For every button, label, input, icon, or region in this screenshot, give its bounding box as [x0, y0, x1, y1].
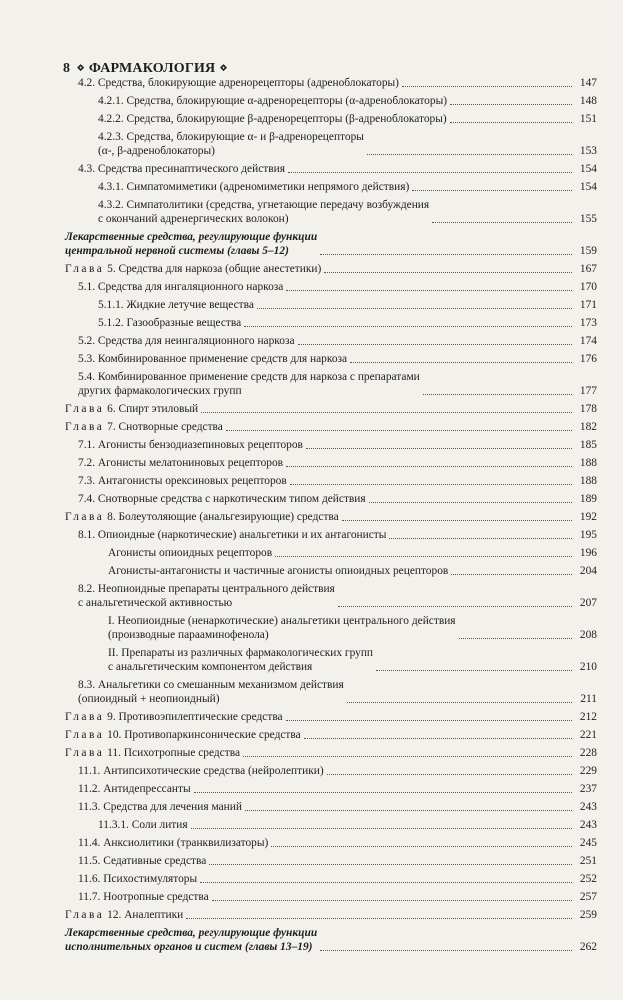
toc-entry-title — [78, 352, 347, 366]
toc-entry-title — [65, 510, 339, 524]
toc-entry-title — [65, 908, 183, 922]
dot-leader — [459, 638, 572, 639]
toc-entry-title — [98, 180, 409, 194]
toc-entry — [0, 370, 623, 398]
dot-leader — [290, 484, 572, 485]
toc-entry-title — [78, 492, 366, 506]
toc-page-number: 174 — [579, 335, 597, 347]
toc-page-number: 259 — [579, 909, 597, 921]
toc-entry-line — [78, 528, 386, 542]
toc-page-number: 208 — [579, 629, 597, 641]
toc-page-number: 211 — [580, 693, 597, 705]
toc-entry — [0, 764, 623, 778]
toc-entry-title — [65, 402, 198, 416]
toc-entry-title — [78, 678, 344, 706]
dot-leader — [347, 702, 572, 703]
toc-page-number: 188 — [579, 457, 597, 469]
dot-leader — [286, 290, 572, 291]
toc-page-number: 173 — [579, 317, 597, 329]
toc-page-number: 171 — [579, 299, 597, 311]
toc-line-text: с анальгетической активностью — [78, 597, 233, 609]
toc-entry — [0, 76, 623, 90]
toc-entry-line — [98, 818, 188, 832]
dot-leader — [423, 394, 572, 395]
dot-leader — [450, 122, 572, 123]
toc-entry-title — [65, 926, 317, 954]
toc-line-text: 4.3. Средства пресинаптического действия — [78, 163, 285, 175]
toc-entry-line — [65, 420, 223, 434]
toc-entry — [0, 130, 623, 158]
toc-entry-line — [65, 908, 183, 922]
dot-leader — [338, 606, 572, 607]
toc-line-text: исполнительных органов и систем (главы 13–19) — [65, 941, 313, 953]
toc-page-number: 243 — [579, 801, 597, 813]
toc-line-text: Лекарственные средства, регулирующие функции — [65, 927, 318, 939]
toc-entry-title — [78, 370, 420, 398]
toc-entry-title — [78, 528, 386, 542]
toc-entry — [0, 456, 623, 470]
toc-entry-title — [78, 76, 399, 90]
toc-line-text: Агонисты опиоидных рецепторов — [108, 547, 273, 559]
dot-leader — [286, 720, 572, 721]
toc-entry-line — [78, 678, 344, 692]
toc-page-number: 155 — [579, 213, 597, 225]
dot-leader — [369, 502, 572, 503]
dot-leader — [286, 466, 572, 467]
toc-entry — [0, 872, 623, 886]
dot-leader — [402, 86, 572, 87]
page-number: 8 — [63, 61, 71, 76]
toc-page-number: 196 — [579, 547, 597, 559]
dot-leader — [389, 538, 572, 539]
toc-line-text: центральной нервной системы (главы 5–12) — [65, 245, 289, 257]
toc-entry-title — [78, 438, 303, 452]
toc-line-text: 5.1. Средства для ингаляционного наркоза — [78, 281, 284, 293]
toc-entry-title — [65, 230, 317, 258]
toc-line-text: 12. Аналептики — [107, 909, 184, 921]
dot-leader — [306, 448, 572, 449]
toc-line-text: 5.2. Средства для неингаляционного наркоза — [78, 335, 295, 347]
toc-entry-title — [108, 564, 448, 578]
dot-leader — [342, 520, 572, 521]
dot-leader — [212, 900, 572, 901]
toc-line-text: 4.2.1. Средства, блокирующие α-адренорецепторы (α-адреноблокаторы) — [98, 95, 448, 107]
toc-entry-title — [65, 420, 223, 434]
toc-entry-title — [78, 582, 335, 610]
chapter-word: Глава — [65, 263, 105, 275]
toc-entry-title — [78, 474, 287, 488]
toc-chapter-entry — [0, 908, 623, 922]
toc-entry-title — [78, 280, 283, 294]
toc-line-text: 11.6. Психостимуляторы — [78, 873, 198, 885]
toc-entry-line — [78, 596, 335, 610]
toc-line-text: 5.1.2. Газообразные вещества — [98, 317, 242, 329]
dot-leader — [304, 738, 572, 739]
toc-entry-line — [108, 546, 272, 560]
toc-entry-line — [78, 582, 335, 596]
toc-entry-line — [98, 298, 254, 312]
toc-line-text: 8.3. Анальгетики со смешанным механизмом действия — [78, 679, 344, 691]
toc-entry-line — [65, 402, 198, 416]
toc-section-entry — [0, 230, 623, 258]
toc-entry-line — [78, 438, 303, 452]
toc-entry-line — [98, 212, 429, 226]
toc-page-number: 154 — [579, 163, 597, 175]
toc-entry-line — [65, 940, 317, 954]
toc-page-number: 207 — [579, 597, 597, 609]
toc-line-text: 8. Болеутоляющие (анальгезирующие) средства — [107, 511, 339, 523]
toc-page-number: 148 — [579, 95, 597, 107]
toc-page-number: 182 — [579, 421, 597, 433]
toc-entry-title — [78, 872, 197, 886]
toc-page-number: 204 — [579, 565, 597, 577]
toc-page-number: 243 — [579, 819, 597, 831]
toc-entry-title — [65, 262, 321, 276]
dot-leader — [298, 344, 572, 345]
toc-entry-line — [78, 162, 285, 176]
toc-entry-title — [78, 456, 283, 470]
toc-entry-title — [98, 94, 447, 108]
toc-line-text: с анальгетическим компонентом действия — [108, 661, 313, 673]
toc-entry-line — [65, 510, 339, 524]
toc-entry-line — [98, 144, 364, 158]
toc-chapter-entry — [0, 510, 623, 524]
toc-line-text: 5. Средства для наркоза (общие анестетики) — [107, 263, 322, 275]
dot-leader — [194, 792, 572, 793]
toc-line-text: 11.7. Ноотропные средства — [78, 891, 209, 903]
toc-page-number: 229 — [579, 765, 597, 777]
toc-chapter-entry — [0, 420, 623, 434]
dot-leader — [257, 308, 572, 309]
toc-entry — [0, 180, 623, 194]
toc-page-number: 167 — [579, 263, 597, 275]
toc-page-number: 228 — [579, 747, 597, 759]
toc-entry-line — [78, 492, 366, 506]
toc-line-text: (α-, β-адреноблокаторы) — [98, 145, 215, 157]
toc-entry-title — [65, 746, 240, 760]
toc-line-text: 7.4. Снотворные средства с наркотическим типом действия — [78, 493, 366, 505]
dot-leader — [320, 254, 572, 255]
chapter-word: Глава — [65, 511, 105, 523]
toc-entry-line — [78, 370, 420, 384]
toc-entry-line — [78, 764, 324, 778]
toc-line-text: 11.2. Антидепрессанты — [78, 783, 191, 795]
toc-page-number: 151 — [579, 113, 597, 125]
toc-page-number: 257 — [579, 891, 597, 903]
toc-entry-line — [78, 800, 242, 814]
toc-page-number: 185 — [579, 439, 597, 451]
toc-entry — [0, 800, 623, 814]
toc-line-text: II. Препараты из различных фармакологических групп — [108, 647, 374, 659]
toc-page-number: 195 — [579, 529, 597, 541]
toc-entry-line — [78, 474, 287, 488]
chapter-word: Глава — [65, 747, 105, 759]
toc-entry-title — [78, 854, 206, 868]
toc-page-number: 177 — [579, 385, 597, 397]
toc-page-number: 188 — [579, 475, 597, 487]
toc-entry-title — [98, 130, 364, 158]
dot-leader — [271, 846, 572, 847]
dot-leader — [209, 864, 572, 865]
dot-leader — [327, 774, 572, 775]
toc-entry-title — [108, 546, 272, 560]
toc-chapter-entry — [0, 402, 623, 416]
chapter-word: Глава — [65, 421, 105, 433]
toc-entry-line — [65, 728, 301, 742]
toc-chapter-entry — [0, 746, 623, 760]
ornament-left: ⋄ — [76, 61, 89, 76]
toc-page-number: 159 — [579, 245, 597, 257]
chapter-word: Глава — [65, 403, 105, 415]
toc-line-text: 10. Противопаркинсонические средства — [107, 729, 301, 741]
dot-leader — [432, 222, 572, 223]
toc-entry — [0, 582, 623, 610]
toc-entry-title — [98, 818, 188, 832]
toc-entry-title — [65, 710, 283, 724]
toc-entry — [0, 614, 623, 642]
toc-line-text: 11.1. Антипсихотические средства (нейролептики) — [78, 765, 324, 777]
toc-entry — [0, 112, 623, 126]
toc-page-number: 210 — [579, 661, 597, 673]
toc-page-number: 251 — [579, 855, 597, 867]
toc-line-text: 11.4. Анксиолитики (транквилизаторы) — [78, 837, 269, 849]
toc-entry — [0, 438, 623, 452]
dot-leader — [275, 556, 572, 557]
toc-entry-line — [98, 198, 429, 212]
ornament-right: ⋄ — [215, 61, 229, 76]
toc-entry-title — [98, 198, 429, 226]
toc-line-text: 4.2.3. Средства, блокирующие α- и β-адренорецепторы — [98, 131, 364, 143]
toc-line-text: других фармакологических групп — [78, 385, 242, 397]
toc-entry-title — [78, 836, 268, 850]
toc-line-text: 4.3.2. Симпатолитики (средства, угнетающие передачу возбуждения — [98, 199, 430, 211]
toc-line-text: 11.3. Средства для лечения маний — [78, 801, 242, 813]
toc-entry — [0, 94, 623, 108]
toc-entry-line — [78, 890, 209, 904]
toc-entry-title — [108, 646, 373, 674]
toc-section-entry — [0, 926, 623, 954]
dot-leader — [245, 810, 572, 811]
toc-entry — [0, 564, 623, 578]
toc-entry — [0, 334, 623, 348]
toc-entry-line — [78, 76, 399, 90]
toc-line-text: 4.2. Средства, блокирующие адренорецепторы (адреноблокаторы) — [78, 77, 399, 89]
toc-line-text: 4.2.2. Средства, блокирующие β-адренорецепторы (β-адреноблокаторы) — [98, 113, 447, 125]
toc-line-text: 11. Психотропные средства — [107, 747, 240, 759]
toc-entry-line — [108, 628, 456, 642]
toc-page-number: 262 — [579, 941, 597, 953]
toc-line-text: 5.4. Комбинированное применение средств для наркоза с препаратами — [78, 371, 420, 383]
toc-entry-line — [108, 646, 373, 660]
toc-entry-line — [65, 926, 317, 940]
toc-entry — [0, 890, 623, 904]
toc-entry-line — [78, 334, 295, 348]
toc-entry — [0, 474, 623, 488]
toc-page-number: 212 — [579, 711, 597, 723]
toc-line-text: с окончаний адренергических волокон) — [98, 213, 289, 225]
toc-entry-line — [65, 244, 317, 258]
toc-entry — [0, 528, 623, 542]
toc-chapter-entry — [0, 262, 623, 276]
dot-leader — [412, 190, 572, 191]
dot-leader — [186, 918, 572, 919]
dot-leader — [376, 670, 572, 671]
toc-page-number: 178 — [579, 403, 597, 415]
toc-entry — [0, 782, 623, 796]
chapter-word: Глава — [65, 909, 105, 921]
toc-entry — [0, 298, 623, 312]
toc-entry-line — [78, 872, 197, 886]
table-of-contents — [0, 76, 623, 958]
toc-line-text: I. Неопиоидные (ненаркотические) анальгетики центрального действия — [108, 615, 456, 627]
toc-line-text: 5.3. Комбинированное применение средств для наркоза — [78, 353, 348, 365]
toc-page-number: 245 — [579, 837, 597, 849]
toc-line-text: 7.3. Антагонисты орексиновых рецепторов — [78, 475, 287, 487]
toc-entry-line — [78, 456, 283, 470]
toc-line-text: Агонисты-антагонисты и частичные агонисты опиоидных рецепторов — [108, 565, 449, 577]
toc-page-number: 154 — [579, 181, 597, 193]
toc-entry — [0, 162, 623, 176]
toc-entry-title — [78, 890, 209, 904]
toc-line-text: 7.2. Агонисты мелатониновых рецепторов — [78, 457, 284, 469]
toc-entry-title — [78, 334, 295, 348]
toc-entry-title — [78, 162, 285, 176]
toc-line-text: 5.1.1. Жидкие летучие вещества — [98, 299, 254, 311]
toc-entry-title — [78, 800, 242, 814]
toc-entry-line — [65, 262, 321, 276]
toc-entry-line — [78, 836, 268, 850]
toc-page-number: 153 — [579, 145, 597, 157]
dot-leader — [191, 828, 572, 829]
toc-page-number: 221 — [579, 729, 597, 741]
dot-leader — [288, 172, 572, 173]
dot-leader — [450, 104, 572, 105]
running-header — [63, 60, 228, 77]
toc-entry-line — [108, 660, 373, 674]
toc-line-text: 6. Спирт этиловый — [107, 403, 199, 415]
toc-page-number: 170 — [579, 281, 597, 293]
toc-chapter-entry — [0, 710, 623, 724]
toc-entry-line — [78, 692, 344, 706]
chapter-word: Глава — [65, 729, 105, 741]
toc-entry — [0, 546, 623, 560]
chapter-word: Глава — [65, 711, 105, 723]
toc-entry-title — [98, 316, 241, 330]
toc-page-number: 147 — [579, 77, 597, 89]
toc-line-text: 4.3.1. Симпатомиметики (адреномиметики непрямого действия) — [98, 181, 410, 193]
toc-line-text: 8.2. Неопиоидные препараты центрального действия — [78, 583, 335, 595]
toc-line-text: 7. Снотворные средства — [107, 421, 223, 433]
toc-entry-line — [108, 614, 456, 628]
toc-entry-line — [98, 130, 364, 144]
dot-leader — [451, 574, 572, 575]
toc-line-text: 11.3.1. Соли лития — [98, 819, 188, 831]
dot-leader — [367, 154, 572, 155]
toc-line-text: 9. Противоэпилептические средства — [107, 711, 283, 723]
toc-line-text: (производные парааминофенола) — [108, 629, 269, 641]
toc-entry-title — [108, 614, 456, 642]
toc-entry-line — [65, 230, 317, 244]
header-title: ФАРМАКОЛОГИЯ — [88, 61, 216, 76]
toc-line-text: 7.1. Агонисты бензодиазепиновых рецепторов — [78, 439, 303, 451]
toc-entry-line — [98, 180, 409, 194]
toc-page-number: 189 — [579, 493, 597, 505]
dot-leader — [226, 430, 572, 431]
toc-line-text: Лекарственные средства, регулирующие функции — [65, 231, 318, 243]
toc-chapter-entry — [0, 728, 623, 742]
dot-leader — [200, 882, 572, 883]
toc-entry — [0, 646, 623, 674]
toc-line-text: 11.5. Седативные средства — [78, 855, 207, 867]
toc-entry-title — [98, 112, 447, 126]
toc-entry-line — [65, 710, 283, 724]
toc-page-number: 192 — [579, 511, 597, 523]
dot-leader — [244, 326, 572, 327]
toc-entry-line — [78, 384, 420, 398]
toc-entry — [0, 854, 623, 868]
toc-entry-line — [108, 564, 448, 578]
dot-leader — [350, 362, 572, 363]
toc-entry — [0, 316, 623, 330]
toc-entry-line — [78, 352, 347, 366]
toc-entry — [0, 352, 623, 366]
toc-entry-line — [78, 854, 206, 868]
toc-entry — [0, 818, 623, 832]
toc-entry-line — [98, 112, 447, 126]
toc-line-text: (опиоидный + неопиоидный) — [78, 693, 220, 705]
toc-entry — [0, 198, 623, 226]
toc-entry — [0, 280, 623, 294]
toc-entry-title — [78, 782, 191, 796]
toc-entry-title — [98, 298, 254, 312]
toc-line-text: 8.1. Опиоидные (наркотические) анальгетики и их антагонисты — [78, 529, 387, 541]
dot-leader — [201, 412, 572, 413]
toc-entry — [0, 678, 623, 706]
toc-page-number: 252 — [579, 873, 597, 885]
toc-entry — [0, 836, 623, 850]
dot-leader — [243, 756, 572, 757]
toc-entry-line — [98, 316, 241, 330]
dot-leader — [320, 950, 572, 951]
toc-page-number: 176 — [579, 353, 597, 365]
toc-entry-line — [78, 280, 283, 294]
dot-leader — [324, 272, 572, 273]
toc-entry — [0, 492, 623, 506]
toc-entry-line — [98, 94, 447, 108]
toc-page-number: 237 — [579, 783, 597, 795]
toc-entry-title — [65, 728, 301, 742]
toc-entry-title — [78, 764, 324, 778]
toc-entry-line — [65, 746, 240, 760]
toc-entry-line — [78, 782, 191, 796]
